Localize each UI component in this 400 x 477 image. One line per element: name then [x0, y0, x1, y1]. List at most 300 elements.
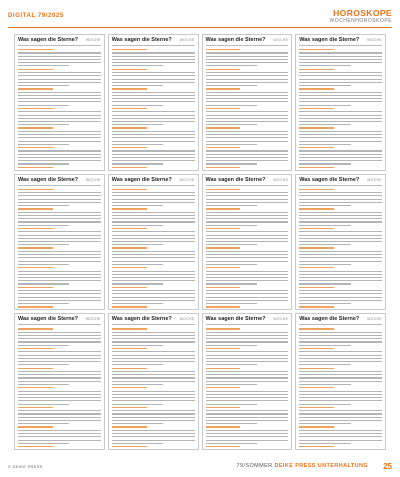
text-line: [299, 410, 382, 411]
text-line: [299, 228, 334, 229]
text-line: [299, 221, 382, 222]
text-line: [299, 358, 382, 359]
horoscope-card: [108, 174, 199, 311]
text-line: [206, 69, 241, 70]
text-line: [112, 127, 147, 128]
text-line: [112, 293, 195, 294]
text-line: [112, 225, 163, 226]
text-line: [206, 95, 289, 96]
text-line: [112, 364, 163, 365]
text-line: [18, 417, 101, 418]
text-line: [206, 433, 289, 434]
text-line: [112, 202, 195, 203]
text-line: [18, 290, 101, 291]
text-line: [18, 247, 53, 248]
text-line: [18, 407, 53, 408]
text-line: [112, 199, 195, 200]
text-line: [206, 88, 241, 89]
text-line: [206, 446, 241, 447]
horoscope-card: [14, 34, 105, 171]
footer-issue-line: [237, 463, 368, 469]
text-line: [112, 244, 163, 245]
text-line: [112, 274, 195, 275]
text-line: [206, 247, 241, 248]
text-line: [112, 163, 163, 164]
footer-issue: 79/SOMMER: [236, 463, 273, 469]
text-line: [112, 192, 195, 193]
text-line: [206, 361, 289, 362]
text-line: [299, 105, 350, 106]
text-line: [206, 341, 289, 342]
text-line: [18, 59, 101, 60]
footer-publisher: DEIKE PRESS UNTERHALTUNG: [274, 463, 368, 469]
text-line: [299, 381, 382, 382]
text-line: [299, 147, 334, 148]
text-line: [112, 56, 195, 57]
card-text-block: [206, 327, 289, 446]
text-line: [18, 371, 101, 372]
text-line: [206, 62, 289, 63]
text-line: [18, 134, 101, 135]
card-title: Was sagen die Sterne?: [18, 37, 79, 43]
text-line: [112, 335, 195, 336]
text-line: [18, 303, 69, 304]
text-line: [18, 351, 101, 352]
horoscope-card: [295, 174, 386, 311]
card-text-block: [18, 188, 101, 307]
text-line: [206, 215, 289, 216]
text-line: [206, 92, 289, 93]
text-line: [112, 426, 147, 427]
text-line: [206, 115, 289, 116]
text-line: [112, 310, 195, 311]
text-line: [112, 400, 195, 401]
text-line: [299, 212, 382, 213]
text-line: [299, 351, 382, 352]
text-line: [206, 105, 257, 106]
card-text-block: [112, 48, 195, 167]
text-line: [18, 297, 101, 298]
text-line: [206, 332, 289, 333]
text-line: [206, 417, 289, 418]
text-line: [299, 280, 382, 281]
text-line: [112, 271, 195, 272]
text-line: [206, 212, 289, 213]
text-line: [18, 364, 69, 365]
text-line: [112, 218, 195, 219]
text-line: [299, 397, 382, 398]
text-line: [18, 189, 53, 190]
text-line: [299, 371, 382, 372]
text-line: [18, 205, 69, 206]
text-line: [206, 144, 257, 145]
text-line: [18, 85, 69, 86]
text-line: [112, 111, 195, 112]
card-tag: WOCHE: [273, 38, 289, 42]
text-line: [299, 407, 334, 408]
text-line: [206, 244, 257, 245]
card-text-block: [206, 48, 289, 167]
text-line: [18, 108, 53, 109]
text-line: [18, 280, 101, 281]
text-line: [112, 170, 195, 171]
text-line: [206, 241, 289, 242]
text-line: [299, 257, 382, 258]
text-line: [299, 436, 382, 437]
text-line: [18, 293, 101, 294]
text-line: [206, 328, 241, 329]
text-line: [18, 115, 101, 116]
text-line: [18, 377, 101, 378]
text-line: [112, 59, 195, 60]
text-line: [18, 381, 101, 382]
text-line: [18, 79, 101, 80]
text-line: [112, 410, 195, 411]
text-line: [112, 446, 147, 447]
text-line: [299, 82, 382, 83]
text-line: [112, 254, 195, 255]
text-line: [299, 254, 382, 255]
text-line: [112, 82, 195, 83]
text-line: [18, 235, 101, 236]
text-line: [112, 92, 195, 93]
text-line: [299, 167, 334, 168]
text-line: [112, 79, 195, 80]
text-line: [112, 98, 195, 99]
text-line: [299, 134, 382, 135]
text-line: [206, 192, 289, 193]
text-line: [299, 394, 382, 395]
text-line: [299, 98, 382, 99]
text-line: [299, 202, 382, 203]
text-line: [112, 241, 195, 242]
text-line: [206, 368, 241, 369]
text-line: [206, 228, 241, 229]
text-line: [18, 52, 101, 53]
text-line: [18, 137, 101, 138]
text-line: [18, 62, 101, 63]
text-line: [206, 134, 289, 135]
text-line: [112, 85, 163, 86]
card-tag: WOCHE: [367, 38, 382, 42]
text-line: [206, 160, 289, 161]
text-line: [299, 387, 334, 388]
card-text-block: [112, 327, 195, 446]
text-line: [299, 247, 334, 248]
text-line: [299, 446, 334, 447]
text-line: [206, 404, 257, 405]
text-line: [206, 391, 289, 392]
text-line: [112, 95, 195, 96]
text-line: [18, 244, 69, 245]
text-line: [299, 306, 334, 307]
text-line: [18, 391, 101, 392]
text-line: [112, 157, 195, 158]
horoscope-card: [202, 174, 293, 311]
text-line: [18, 72, 101, 73]
text-line: [299, 115, 382, 116]
text-line: [299, 433, 382, 434]
text-line: [18, 228, 53, 229]
text-line: [206, 297, 289, 298]
text-line: [206, 283, 257, 284]
text-line: [112, 377, 195, 378]
text-line: [299, 241, 382, 242]
text-line: [112, 131, 195, 132]
text-line: [299, 355, 382, 356]
text-line: [206, 394, 289, 395]
text-line: [206, 293, 289, 294]
text-line: [206, 79, 289, 80]
text-line: [299, 264, 350, 265]
text-line: [18, 160, 101, 161]
text-line: [112, 144, 163, 145]
text-line: [18, 355, 101, 356]
text-line: [18, 394, 101, 395]
text-line: [112, 247, 147, 248]
card-tag: WOCHE: [367, 177, 382, 182]
text-line: [299, 157, 382, 158]
text-line: [112, 338, 195, 339]
text-line: [112, 397, 195, 398]
text-line: [18, 141, 101, 142]
text-line: [299, 400, 382, 401]
text-line: [18, 82, 101, 83]
text-line: [206, 364, 257, 365]
text-line: [18, 225, 69, 226]
text-line: [18, 92, 101, 93]
text-line: [299, 293, 382, 294]
text-line: [112, 72, 195, 73]
text-line: [206, 98, 289, 99]
text-line: [299, 62, 382, 63]
text-line: [206, 254, 289, 255]
horoscope-card: [202, 34, 293, 171]
text-line: [299, 244, 350, 245]
text-line: [206, 205, 257, 206]
card-tag: WOCHE: [273, 317, 289, 322]
text-line: [18, 163, 69, 164]
text-line: [299, 345, 350, 346]
text-line: [112, 150, 195, 151]
text-line: [299, 267, 334, 268]
text-line: [299, 189, 334, 190]
text-line: [18, 127, 53, 128]
text-line: [299, 85, 350, 86]
text-line: [299, 127, 334, 128]
text-line: [299, 195, 382, 196]
text-line: [206, 351, 289, 352]
text-line: [299, 75, 382, 76]
text-line: [18, 387, 53, 388]
text-line: [112, 387, 147, 388]
text-line: [299, 417, 382, 418]
horoscope-card: [14, 174, 105, 311]
text-line: [18, 443, 69, 444]
card-divider: [299, 324, 382, 325]
horoscope-card: [202, 313, 293, 450]
text-line: [206, 355, 289, 356]
text-line: [18, 121, 101, 122]
text-line: [206, 358, 289, 359]
horoscope-card: [295, 34, 386, 171]
text-line: [299, 95, 382, 96]
text-line: [206, 384, 257, 385]
text-line: [299, 335, 382, 336]
card-tag: WOCHE: [367, 317, 382, 322]
text-line: [112, 228, 147, 229]
text-line: [206, 335, 289, 336]
text-line: [299, 297, 382, 298]
text-line: [299, 377, 382, 378]
text-line: [206, 426, 241, 427]
text-line: [18, 446, 53, 447]
text-line: [18, 440, 101, 441]
text-line: [112, 381, 195, 382]
text-line: [112, 303, 163, 304]
text-line: [299, 348, 334, 349]
text-line: [18, 192, 101, 193]
text-line: [112, 371, 195, 372]
text-line: [206, 202, 289, 203]
card-divider: [18, 45, 101, 46]
text-line: [18, 267, 53, 268]
text-line: [18, 154, 101, 155]
card-title: Was sagen die Sterne?: [111, 316, 172, 323]
text-line: [18, 397, 101, 398]
text-line: [299, 391, 382, 392]
text-line: [18, 358, 101, 359]
text-line: [299, 131, 382, 132]
text-line: [112, 137, 195, 138]
text-line: [18, 195, 101, 196]
card-title: Was sagen die Sterne?: [205, 37, 266, 43]
text-line: [299, 69, 334, 70]
text-line: [18, 238, 101, 239]
text-line: [299, 283, 350, 284]
text-line: [206, 141, 289, 142]
text-line: [18, 413, 101, 414]
text-line: [112, 417, 195, 418]
card-tag: WOCHE: [85, 177, 101, 182]
text-line: [206, 170, 289, 171]
text-line: [18, 310, 101, 311]
card-title: Was sagen die Sterne?: [18, 316, 79, 323]
text-line: [299, 205, 350, 206]
text-line: [112, 134, 195, 135]
text-line: [206, 65, 257, 66]
text-line: [299, 368, 334, 369]
card-title: Was sagen die Sterne?: [299, 176, 360, 183]
text-line: [299, 423, 350, 424]
text-line: [112, 118, 195, 119]
header-divider: [8, 27, 392, 28]
text-line: [18, 384, 69, 385]
text-line: [299, 118, 382, 119]
text-line: [18, 423, 69, 424]
text-line: [299, 59, 382, 60]
text-line: [18, 254, 101, 255]
text-line: [112, 115, 195, 116]
text-line: [299, 274, 382, 275]
text-line: [112, 212, 195, 213]
text-line: [18, 328, 53, 329]
text-line: [112, 341, 195, 342]
text-line: [112, 195, 195, 196]
text-line: [18, 332, 101, 333]
text-line: [299, 332, 382, 333]
text-line: [206, 374, 289, 375]
text-line: [112, 283, 163, 284]
text-line: [18, 231, 101, 232]
text-line: [18, 420, 101, 421]
text-line: [206, 231, 289, 232]
text-line: [112, 436, 195, 437]
text-line: [112, 287, 147, 288]
card-text-block: [112, 188, 195, 307]
text-line: [18, 144, 69, 145]
text-line: [18, 218, 101, 219]
text-line: [18, 111, 101, 112]
text-line: [299, 225, 350, 226]
text-line: [18, 69, 53, 70]
card-title: Was sagen die Sterne?: [111, 37, 172, 43]
text-line: [112, 404, 163, 405]
text-line: [206, 338, 289, 339]
text-line: [299, 137, 382, 138]
text-line: [206, 137, 289, 138]
text-line: [112, 235, 195, 236]
text-line: [206, 348, 241, 349]
text-line: [112, 62, 195, 63]
text-line: [112, 277, 195, 278]
text-line: [18, 338, 101, 339]
text-line: [206, 157, 289, 158]
text-line: [206, 221, 289, 222]
text-line: [299, 310, 382, 311]
text-line: [112, 368, 147, 369]
text-line: [206, 267, 241, 268]
text-line: [206, 280, 289, 281]
card-text-block: [299, 327, 382, 446]
text-line: [206, 189, 241, 190]
text-line: [112, 49, 147, 50]
text-line: [299, 443, 350, 444]
text-line: [112, 69, 147, 70]
text-line: [299, 111, 382, 112]
text-line: [112, 345, 163, 346]
text-line: [206, 235, 289, 236]
text-line: [112, 328, 147, 329]
text-line: [112, 221, 195, 222]
text-line: [112, 348, 147, 349]
page-header: [8, 6, 392, 26]
text-line: [206, 154, 289, 155]
text-line: [299, 426, 334, 427]
text-line: [299, 364, 350, 365]
text-line: [112, 251, 195, 252]
card-divider: [112, 45, 195, 46]
text-line: [299, 88, 334, 89]
text-line: [18, 374, 101, 375]
text-line: [206, 423, 257, 424]
text-line: [18, 95, 101, 96]
text-line: [112, 257, 195, 258]
text-line: [206, 111, 289, 112]
text-line: [18, 277, 101, 278]
text-line: [206, 208, 241, 209]
card-divider: [206, 185, 289, 186]
